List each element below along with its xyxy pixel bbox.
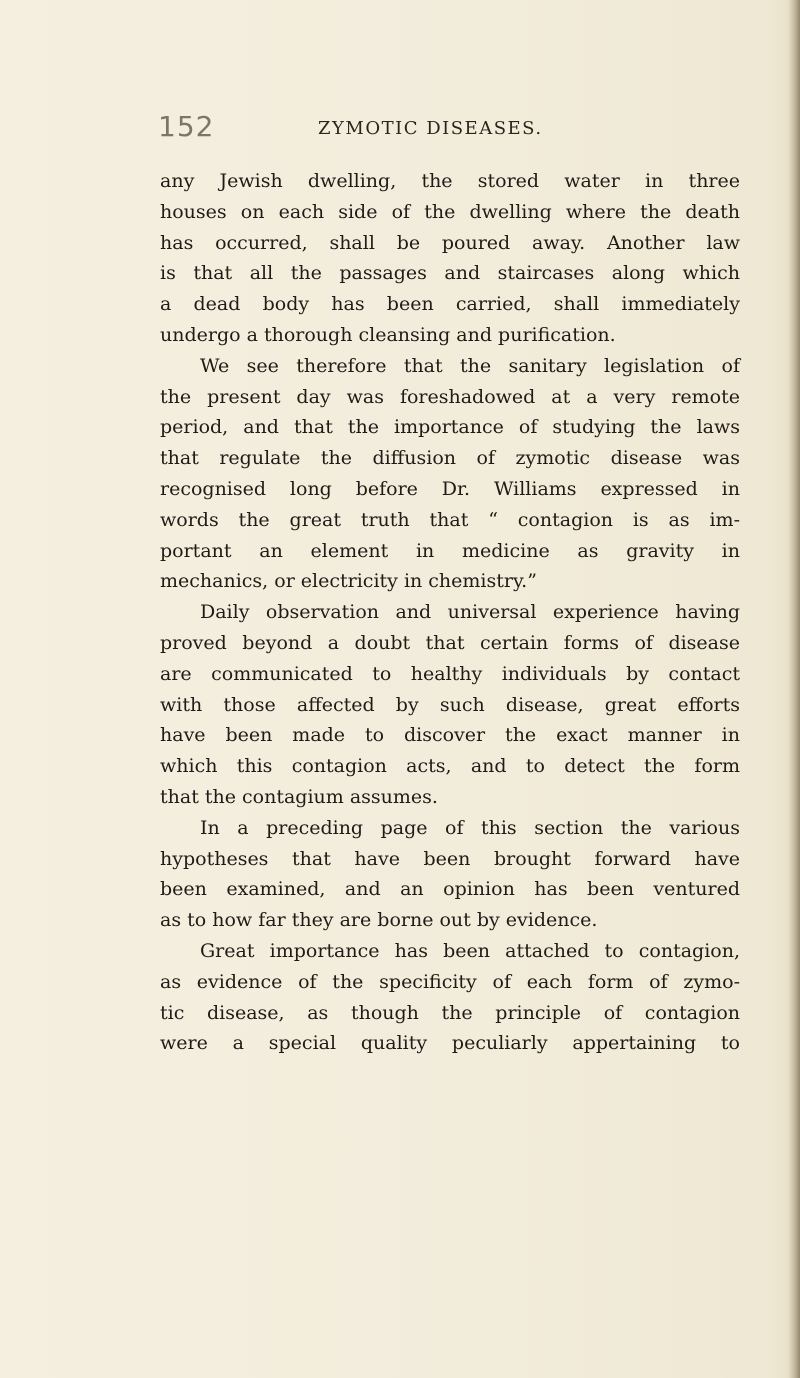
text-line: a dead body has been carried, shall immediately bbox=[160, 293, 740, 316]
page-edge-shadow bbox=[788, 0, 800, 1378]
text-line: We see therefore that the sanitary legislation of bbox=[200, 354, 740, 377]
text-line: words the great truth that “ contagion is as im- bbox=[160, 508, 740, 531]
text-line: the present day was foreshadowed at a very remote bbox=[160, 385, 740, 408]
text-line: undergo a thorough cleansing and purification. bbox=[160, 323, 616, 346]
text-line: hypotheses that have been brought forward have bbox=[160, 847, 740, 870]
text-line: is that all the passages and staircases along which bbox=[160, 262, 740, 285]
text-line: that regulate the diffusion of zymotic disease was bbox=[160, 447, 740, 470]
text-line: Daily observation and universal experience having bbox=[200, 601, 740, 624]
text-line: mechanics, or electricity in chemistry.” bbox=[160, 570, 537, 593]
text-line: were a special quality peculiarly appertaining to bbox=[160, 1032, 740, 1055]
text-line: In a preceding page of this section the various bbox=[200, 816, 740, 839]
text-line: have been made to discover the exact manner in bbox=[160, 724, 740, 747]
page-number: 152 bbox=[158, 110, 215, 143]
text-line: period, and that the importance of studying the laws bbox=[160, 416, 740, 439]
text-line: tic disease, as though the principle of contagion bbox=[160, 1001, 740, 1024]
text-line: are communicated to healthy individuals by contact bbox=[160, 662, 740, 685]
text-line: with those affected by such disease, great efforts bbox=[160, 693, 740, 716]
text-line: recognised long before Dr. Williams expressed in bbox=[160, 477, 740, 500]
text-line: any Jewish dwelling, the stored water in three bbox=[160, 170, 740, 192]
text-line: portant an element in medicine as gravity in bbox=[160, 539, 740, 562]
text-line: has occurred, shall be poured away. Another law bbox=[160, 231, 740, 254]
text-line: as evidence of the specificity of each form of zymo- bbox=[160, 970, 740, 993]
running-head: ZYMOTIC DISEASES. bbox=[318, 118, 543, 139]
text-line: proved beyond a doubt that certain forms of disease bbox=[160, 631, 740, 654]
text-line: which this contagion acts, and to detect the form bbox=[160, 755, 740, 778]
text-line: been examined, and an opinion has been ventured bbox=[160, 878, 740, 901]
text-line: as to how far they are borne out by evidence. bbox=[160, 909, 598, 932]
text-line: that the contagium assumes. bbox=[160, 785, 438, 808]
text-line: Great importance has been attached to contagion, bbox=[200, 939, 740, 962]
body-text bbox=[160, 166, 740, 1059]
text-line: houses on each side of the dwelling where the death bbox=[160, 200, 740, 223]
